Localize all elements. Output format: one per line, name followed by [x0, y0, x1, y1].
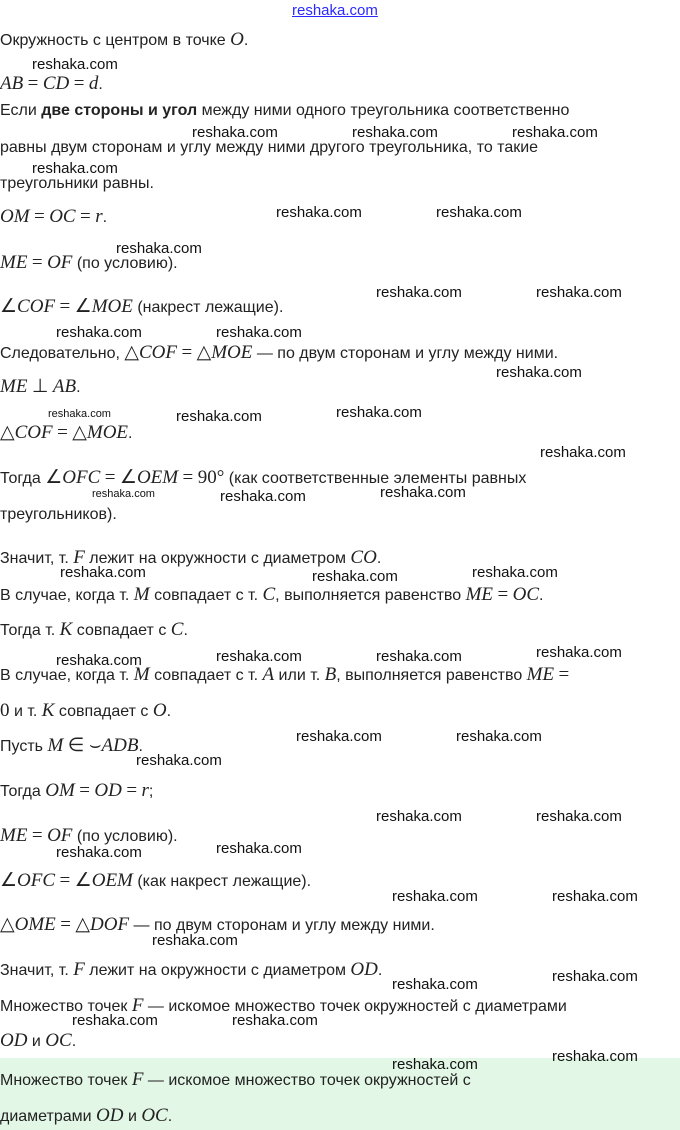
watermark: reshaka.com [32, 160, 118, 177]
text-line: Значит, т. F лежит на окружности с диаметром OD. [0, 959, 383, 980]
text-line: Множество точек F — искомое множество точек окружностей с диаметрами [0, 995, 567, 1016]
text-line: ∠COF = ∠MOE (накрест лежащие). [0, 296, 284, 317]
watermark: reshaka.com [536, 644, 622, 661]
answer-line: диаметрами OD и OC. [0, 1105, 173, 1126]
watermark: reshaka.com [392, 976, 478, 993]
text-line: ME = OF (по условию). [0, 252, 178, 273]
watermark: reshaka.com [216, 648, 302, 665]
watermark: reshaka.com [536, 808, 622, 825]
answer-line: Множество точек F — искомое множество точек окружностей с [0, 1069, 471, 1090]
text-line: Тогда ∠OFC = ∠OEM = 90° (как соответственные элементы равных [0, 467, 527, 488]
text-line: OD и OC. [0, 1030, 77, 1051]
watermark: reshaka.com [216, 840, 302, 857]
text-line: треугольников). [0, 506, 117, 523]
watermark: reshaka.com [352, 124, 438, 141]
watermark: reshaka.com [552, 888, 638, 905]
watermark: reshaka.com [296, 728, 382, 745]
watermark: reshaka.com [312, 568, 398, 585]
watermark: reshaka.com [392, 888, 478, 905]
text-line: Тогда OM = OD = r; [0, 780, 154, 801]
watermark: reshaka.com [376, 648, 462, 665]
watermark: reshaka.com [92, 488, 155, 500]
text-line: ∠OFC = ∠OEM (как накрест лежащие). [0, 870, 312, 891]
watermark: reshaka.com [276, 204, 362, 221]
watermark: reshaka.com [496, 364, 582, 381]
watermark: reshaka.com [376, 284, 462, 301]
watermark: reshaka.com [56, 324, 142, 341]
text-line: OM = OC = r. [0, 206, 108, 227]
text-line: Значит, т. F лежит на окружности с диаметром CO. [0, 547, 382, 568]
watermark: reshaka.com [220, 488, 306, 505]
watermark: reshaka.com [552, 1048, 638, 1065]
watermark: reshaka.com [380, 484, 466, 501]
text-line: В случае, когда т. M совпадает с т. C, выполняется равенство ME = OC. [0, 584, 544, 605]
watermark: reshaka.com [56, 844, 142, 861]
watermark: reshaka.com [540, 444, 626, 461]
watermark: reshaka.com [216, 324, 302, 341]
watermark: reshaka.com [152, 932, 238, 949]
text-line: △OME = △DOF — по двум сторонам и углу между ними. [0, 914, 435, 935]
watermark: reshaka.com [116, 240, 202, 257]
text-line: AB = CD = d. [0, 73, 103, 94]
watermark: reshaka.com [552, 968, 638, 985]
text-line: Пусть M ∈ ⌣ADB. [0, 735, 143, 756]
watermark: reshaka.com [436, 204, 522, 221]
watermark: reshaka.com [32, 56, 118, 73]
watermark: reshaka.com [136, 752, 222, 769]
text-line: треугольники равны. [0, 175, 154, 192]
text-line: Если две стороны и угол между ними одного треугольника соответственно [0, 102, 570, 119]
watermark: reshaka.com [232, 1012, 318, 1029]
text-line: ME = OF (по условию). [0, 825, 178, 846]
watermark: reshaka.com [512, 124, 598, 141]
text-line: Окружность с центром в точке O. [0, 29, 249, 50]
watermark: reshaka.com [392, 1056, 478, 1073]
text-line: ME ⊥ AB. [0, 376, 81, 397]
text-line: В случае, когда т. M совпадает с т. A или т. B, выполняется равенство ME = [0, 664, 570, 685]
watermark: reshaka.com [472, 564, 558, 581]
watermark: reshaka.com [60, 564, 146, 581]
text-line: равны двум сторонам и углу между ними другого треугольника, то такие [0, 139, 539, 156]
watermark: reshaka.com [376, 808, 462, 825]
watermark: reshaka.com [456, 728, 542, 745]
watermark: reshaka.com [176, 408, 262, 425]
text-line: Следовательно, △COF = △MOE — по двум сторонам и углу между ними. [0, 342, 559, 363]
text-line: Тогда т. K совпадает с C. [0, 619, 188, 640]
text-line: 0 и т. K совпадает с O. [0, 700, 172, 721]
watermark: reshaka.com [336, 404, 422, 421]
watermark: reshaka.com [72, 1012, 158, 1029]
watermark: reshaka.com [56, 652, 142, 669]
text-line: △COF = △MOE. [0, 422, 133, 443]
watermark: reshaka.com [48, 408, 111, 420]
watermark: reshaka.com [536, 284, 622, 301]
watermark: reshaka.com [192, 124, 278, 141]
header-site-link[interactable]: reshaka.com [292, 2, 378, 19]
